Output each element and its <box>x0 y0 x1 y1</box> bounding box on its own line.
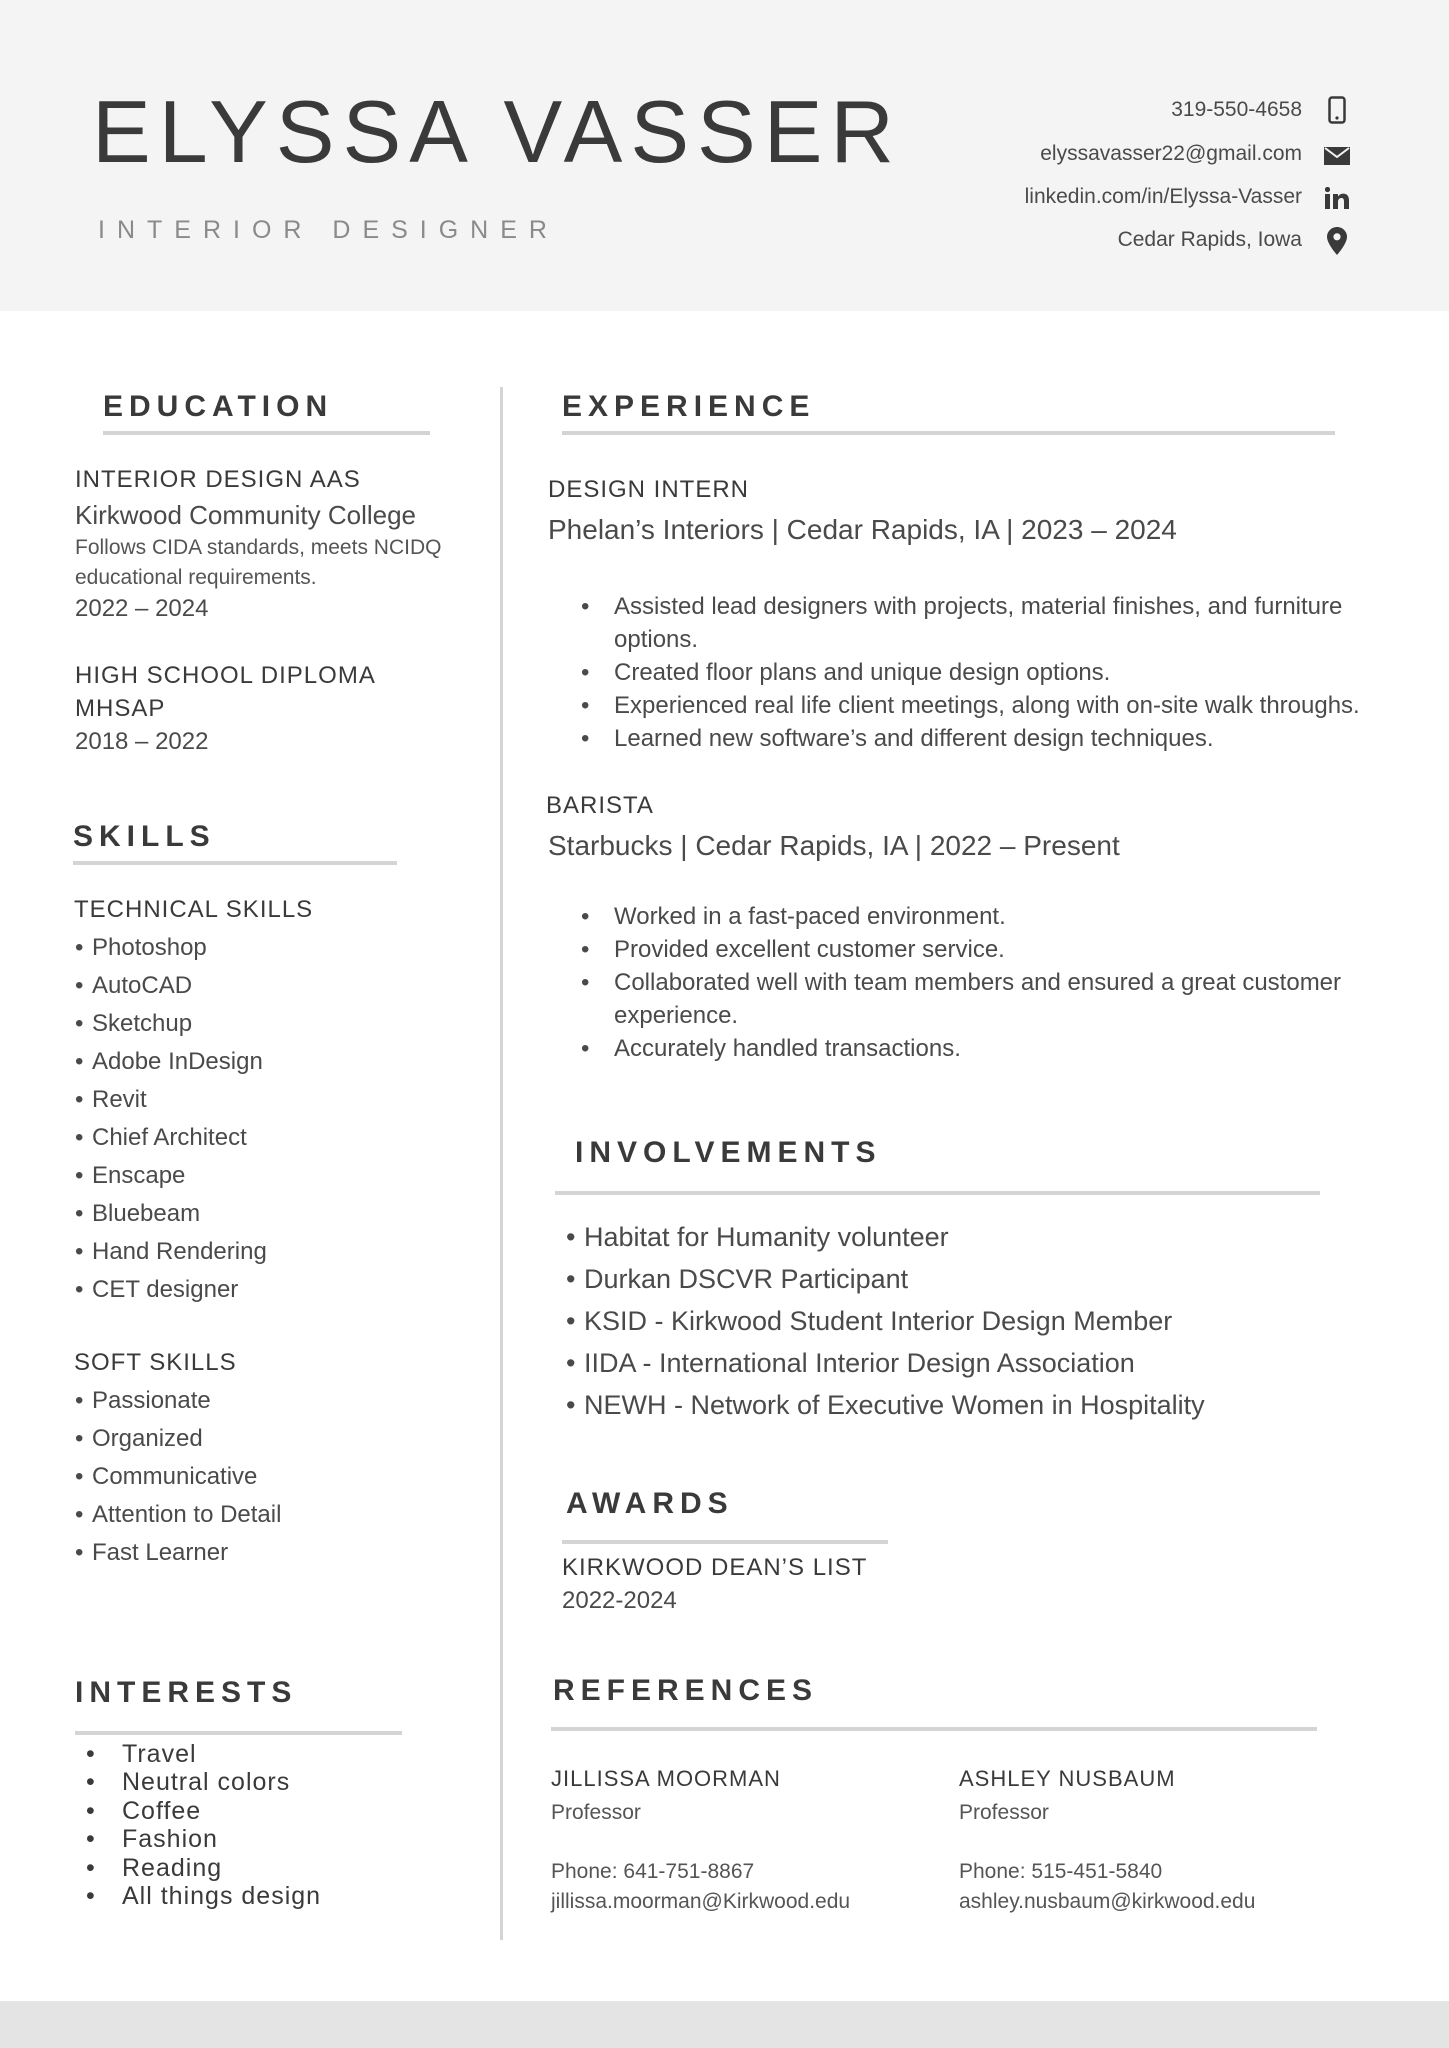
interest-item: • All things design <box>122 1882 321 1911</box>
reference-name-2: ASHLEY NUSBAUM <box>959 1766 1176 1791</box>
job-details-2: Starbucks | Cedar Rapids, IA | 2022 – Present <box>548 830 1120 861</box>
location-pin-icon <box>1322 226 1352 256</box>
technical-skill-item: • CET designer <box>92 1276 238 1304</box>
interest-item: • Neutral colors <box>122 1768 290 1797</box>
experience-rule <box>562 431 1335 435</box>
job-bullet: • Worked in a fast-paced environment. <box>614 903 1006 931</box>
soft-skills-heading: SOFT SKILLS <box>74 1349 237 1376</box>
experience-heading: EXPERIENCE <box>562 390 816 423</box>
job-bullet: • Accurately handled transactions. <box>614 1035 961 1063</box>
reference-role-2: Professor <box>959 1801 1049 1824</box>
reference-email-1[interactable]: jillissa.moorman@Kirkwood.edu <box>551 1890 851 1913</box>
soft-skill-item: • Fast Learner <box>92 1539 228 1567</box>
mail-icon <box>1322 141 1352 171</box>
involvements-rule <box>555 1191 1320 1195</box>
education-note-line-2: educational requirements. <box>75 566 317 589</box>
technical-skill-item: • Sketchup <box>92 1010 192 1038</box>
interest-item: • Coffee <box>122 1797 201 1826</box>
phone-icon <box>1322 95 1352 125</box>
technical-skill-item: • Enscape <box>92 1162 185 1190</box>
technical-skill-item: • Photoshop <box>92 934 207 962</box>
location-text: Cedar Rapids, Iowa <box>1117 228 1302 251</box>
candidate-name: ELYSSA VASSER <box>92 82 902 181</box>
education-heading: EDUCATION <box>103 390 334 423</box>
job-bullet: • Experienced real life client meetings, along with on-site walk throughs. <box>614 692 1360 720</box>
technical-skill-item: • Hand Rendering <box>92 1238 267 1266</box>
reference-phone-1: Phone: 641-751-8867 <box>551 1860 755 1883</box>
soft-skill-item: • Organized <box>92 1425 203 1453</box>
reference-role-1: Professor <box>551 1801 641 1824</box>
interests-heading: INTERESTS <box>75 1676 298 1709</box>
involvement-item: • KSID - Kirkwood Student Interior Design Member <box>584 1306 1172 1337</box>
references-heading: REFERENCES <box>553 1674 819 1707</box>
reference-email-2[interactable]: ashley.nusbaum@kirkwood.edu <box>959 1890 1256 1913</box>
linkedin-text[interactable]: linkedin.com/in/Elyssa-Vasser <box>1024 185 1302 208</box>
references-rule <box>551 1727 1317 1731</box>
technical-skills-heading: TECHNICAL SKILLS <box>74 896 314 923</box>
email-text[interactable]: elyssavasser22@gmail.com <box>1040 142 1302 165</box>
education-school-1: Kirkwood Community College <box>75 500 417 530</box>
technical-skill-item: • Chief Architect <box>92 1124 247 1152</box>
education-school-2: MHSAP <box>75 695 166 722</box>
interest-item: • Travel <box>122 1740 197 1769</box>
job-title: INTERIOR DESIGNER <box>98 216 559 244</box>
skills-heading: SKILLS <box>73 820 216 853</box>
job-bullet: • Created floor plans and unique design options. <box>614 659 1110 687</box>
job-bullet: • Collaborated well with team members and ensured a great customer <box>614 969 1341 997</box>
education-years-2: 2018 – 2022 <box>75 728 209 755</box>
job-bullet: • Assisted lead designers with projects, material finishes, and furniture <box>614 593 1342 621</box>
job-role-1: DESIGN INTERN <box>548 476 750 503</box>
interests-rule <box>75 1731 402 1735</box>
reference-phone-2: Phone: 515-451-5840 <box>959 1860 1163 1883</box>
involvement-item: • Habitat for Humanity volunteer <box>584 1222 949 1253</box>
award-years: 2022-2024 <box>562 1587 677 1614</box>
involvement-item: • IIDA - International Interior Design Association <box>584 1348 1135 1379</box>
footer-band <box>0 2001 1449 2048</box>
job-details-1: Phelan’s Interiors | Cedar Rapids, IA | 2023 – 2024 <box>548 514 1177 545</box>
skills-rule <box>73 861 397 865</box>
involvement-item: • NEWH - Network of Executive Women in Hospitality <box>584 1390 1205 1421</box>
job-bullet-continuation: options. <box>614 626 699 653</box>
involvement-item: • Durkan DSCVR Participant <box>584 1264 908 1295</box>
technical-skill-item: • AutoCAD <box>92 972 192 1000</box>
education-years-1: 2022 – 2024 <box>75 595 209 622</box>
job-role-2: BARISTA <box>546 792 654 819</box>
column-divider <box>500 387 503 1940</box>
reference-name-1: JILLISSA MOORMAN <box>551 1766 781 1791</box>
technical-skill-item: • Revit <box>92 1086 147 1114</box>
technical-skill-item: • Bluebeam <box>92 1200 200 1228</box>
phone-text: 319-550-4658 <box>1171 98 1302 121</box>
interest-item: • Reading <box>122 1854 222 1883</box>
education-degree-1: INTERIOR DESIGN AAS <box>75 466 361 493</box>
education-note-line-1: Follows CIDA standards, meets NCIDQ <box>75 536 442 559</box>
linkedin-icon <box>1322 183 1352 213</box>
technical-skill-item: • Adobe InDesign <box>92 1048 263 1076</box>
job-bullet: • Learned new software’s and different design techniques. <box>614 725 1214 753</box>
awards-rule <box>562 1540 888 1544</box>
job-bullet-continuation: experience. <box>614 1002 739 1029</box>
interest-item: • Fashion <box>122 1825 218 1854</box>
awards-heading: AWARDS <box>566 1487 734 1520</box>
involvements-heading: INVOLVEMENTS <box>575 1136 882 1169</box>
job-bullet: • Provided excellent customer service. <box>614 936 1005 964</box>
education-degree-2: HIGH SCHOOL DIPLOMA <box>75 662 376 689</box>
soft-skill-item: • Attention to Detail <box>92 1501 281 1529</box>
education-rule <box>103 431 430 435</box>
soft-skill-item: • Passionate <box>92 1387 211 1415</box>
award-name: KIRKWOOD DEAN’S LIST <box>562 1554 868 1581</box>
soft-skill-item: • Communicative <box>92 1463 257 1491</box>
